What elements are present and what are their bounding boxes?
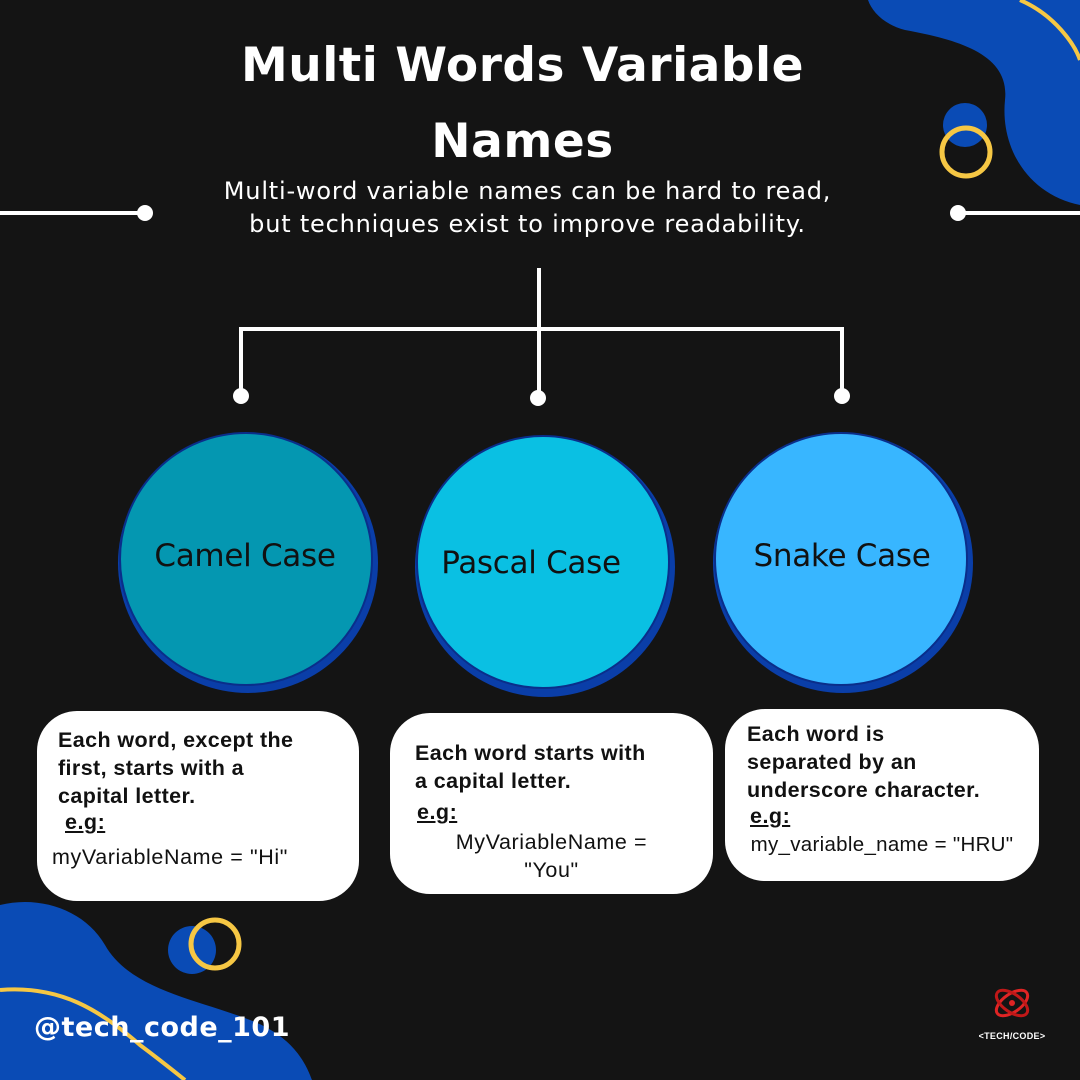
camel-case-eg-label: e.g: — [65, 810, 106, 834]
social-handle: @tech_code_101 — [34, 1012, 290, 1043]
top-right-blue-dot — [943, 103, 987, 147]
tech-code-logo-icon — [992, 985, 1032, 1020]
brand-wordmark: <TECH/CODE> — [978, 1031, 1046, 1041]
tree-branch — [241, 329, 842, 395]
snake-case-label: Snake Case — [753, 538, 931, 574]
branch-dot-left — [233, 388, 249, 404]
snake-case-description — [747, 720, 980, 804]
snake-case-eg-label: e.g: — [750, 804, 791, 828]
pascal-case-description — [415, 739, 646, 795]
snake-desc-line-3: underscore character. — [747, 778, 981, 802]
page-title-text: Multi Words Variable Names — [240, 38, 805, 169]
subtitle-line-1: Multi-word variable names can be hard to read, — [223, 177, 832, 205]
page-title — [200, 28, 845, 180]
branch-dot-middle — [530, 390, 546, 406]
camel-desc-line-3: capital letter. — [58, 784, 196, 808]
subtitle — [160, 175, 895, 241]
camel-case-card — [37, 711, 359, 901]
pascal-case-eg-label: e.g: — [417, 800, 458, 824]
camel-case-example: myVariableName = "Hi" — [52, 845, 288, 869]
camel-case-description — [58, 726, 293, 810]
snake-case-card — [725, 709, 1039, 881]
pascal-code-line-1: MyVariableName = — [455, 830, 648, 854]
pascal-case-card — [390, 713, 713, 894]
camel-case-label: Camel Case — [154, 538, 336, 574]
camel-desc-line-2: first, starts with a — [58, 756, 245, 780]
snake-desc-line-1: Each word is — [747, 722, 885, 746]
branch-dot-right — [834, 388, 850, 404]
pascal-desc-line-2: a capital letter. — [415, 769, 572, 793]
subtitle-line-2: but techniques exist to improve readability. — [249, 210, 806, 238]
right-connector-dot — [950, 205, 966, 221]
pascal-case-example — [390, 828, 713, 884]
left-connector-dot — [137, 205, 153, 221]
snake-desc-line-2: separated by an — [747, 750, 917, 774]
pascal-code-line-2: "You" — [524, 858, 579, 882]
pascal-case-label: Pascal Case — [441, 545, 621, 581]
camel-desc-line-1: Each word, except the — [58, 728, 294, 752]
pascal-desc-line-1: Each word starts with — [415, 741, 646, 765]
snake-case-example: my_variable_name = "HRU" — [750, 833, 1014, 856]
